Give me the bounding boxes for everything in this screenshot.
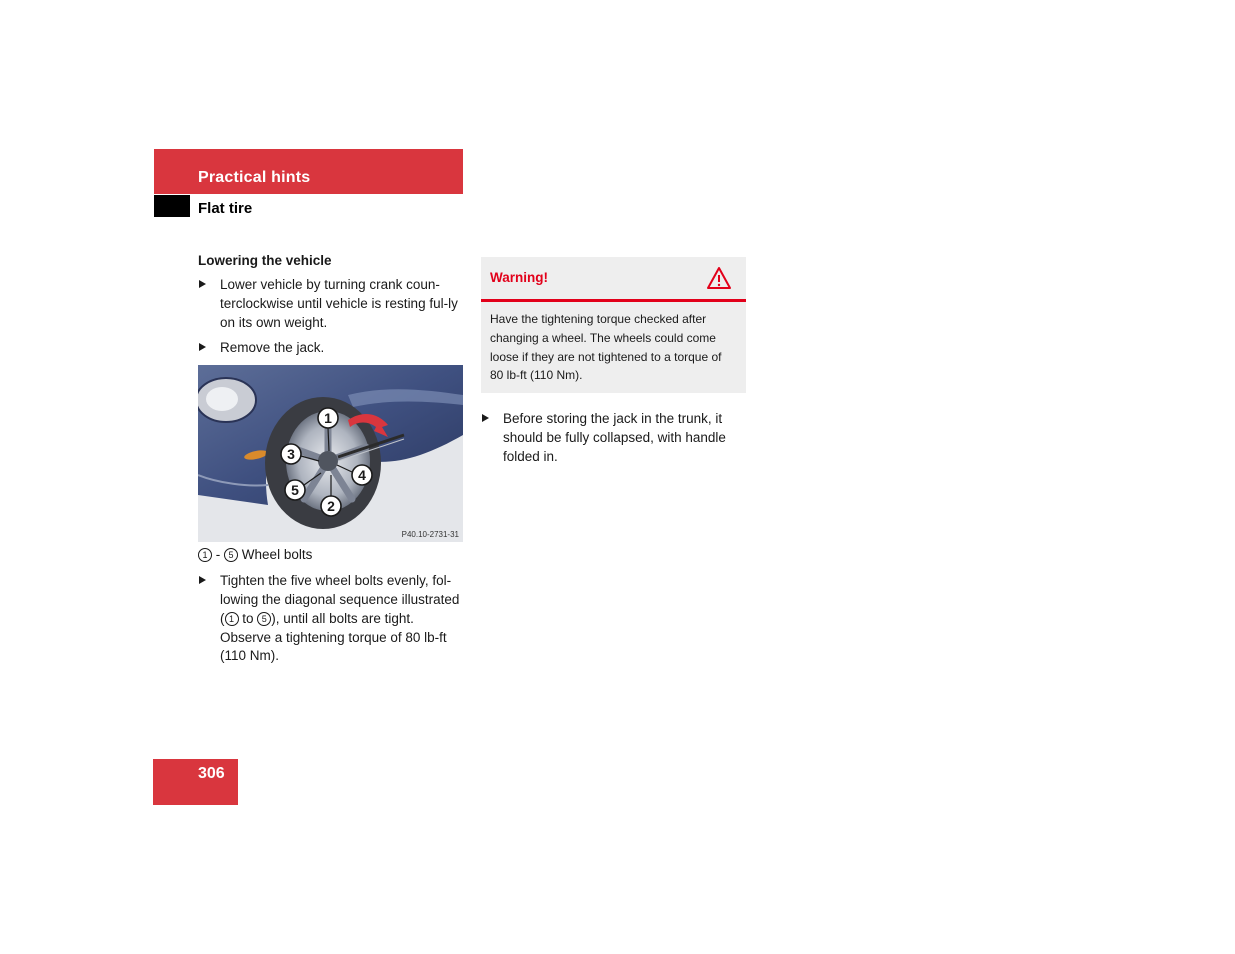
figure-code: P40.10-2731-31 [401, 530, 459, 540]
left-column [198, 253, 466, 673]
procedure-heading: Lowering the vehicle [198, 253, 332, 268]
chapter-title: Practical hints [198, 169, 311, 186]
step-text: Lower vehicle by turning crank coun-terclockwise until vehicle is resting ful-ly on its own weight. [220, 277, 458, 330]
step-text-before: Tighten the five wheel bolts evenly, fol-lowing the diagonal sequence illustrated ( [220, 573, 460, 626]
warning-body: Have the tightening torque checked after changing a wheel. The wheels could come loose if they are not tightened to a torque of 80 lb-ft (110 Nm). [490, 312, 722, 383]
circled-number: 5 [257, 612, 271, 626]
bolt-label-1: 1 [324, 410, 332, 427]
step-text-after: ), until all bolts are tight. Observe a tightening torque of 80 lb-ft (110 Nm). [220, 610, 447, 664]
step-tighten-bolts [198, 572, 466, 666]
figure-caption [198, 546, 466, 564]
wheel-bolts-figure [198, 365, 463, 542]
step-text: Remove the jack. [220, 340, 325, 356]
bolt-label-2: 2 [327, 498, 335, 515]
bolt-label-4: 4 [358, 467, 366, 484]
right-column [481, 257, 746, 474]
page-number: 306 [198, 765, 225, 782]
warning-header [481, 257, 746, 302]
warning-triangle-icon [706, 266, 732, 290]
circled-number: 1 [198, 548, 212, 562]
bullet-arrow-icon [199, 576, 206, 584]
bolt-label-5: 5 [291, 482, 299, 499]
car-wheel-illustration [198, 365, 463, 542]
warning-box [481, 257, 746, 393]
circled-number: 1 [225, 612, 239, 626]
step-store-jack [481, 410, 746, 466]
step-lower-vehicle [198, 276, 466, 332]
step-text: Before storing the jack in the trunk, it should be fully collapsed, with handle folded in. [503, 411, 726, 464]
bolt-label-3: 3 [287, 446, 295, 463]
section-marker [154, 195, 190, 217]
caption-sep: - [215, 547, 221, 563]
step-text-mid: to [242, 610, 254, 626]
bullet-arrow-icon [199, 280, 206, 288]
bullet-arrow-icon [482, 414, 489, 422]
warning-title: Warning! [490, 270, 548, 285]
page-number-box [153, 759, 238, 805]
bullet-arrow-icon [199, 343, 206, 351]
section-title: Flat tire [198, 200, 253, 217]
circled-number: 5 [224, 548, 238, 562]
caption-text: Wheel bolts [241, 547, 313, 563]
step-remove-jack [198, 339, 466, 358]
